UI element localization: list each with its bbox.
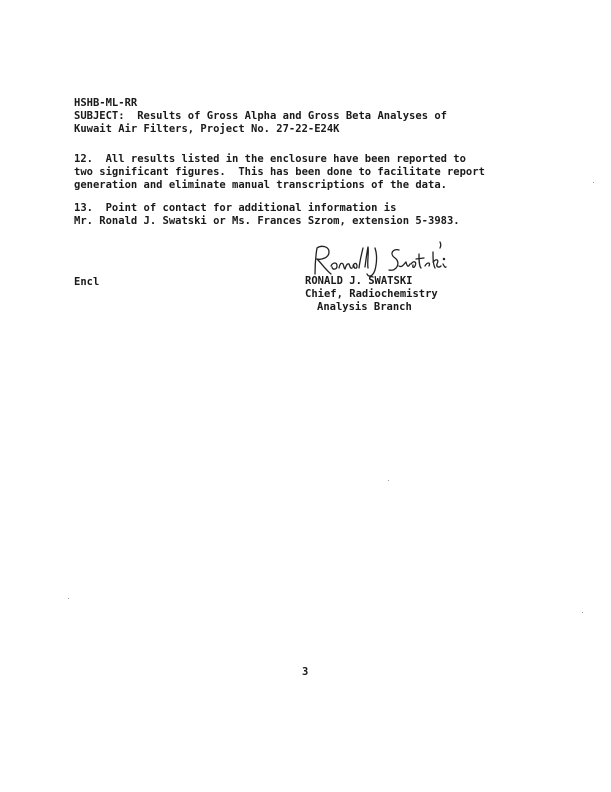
scan-speck [593,182,594,183]
subject-text-line1: Results of Gross Alpha and Gross Beta Analyses of [124,110,447,122]
paragraph-12-line2: two significant figures. This has been done to facilitate report [74,166,485,178]
office-symbol: HSHB-ML-RR [74,97,138,109]
scan-speck [388,480,389,481]
scan-speck [68,598,69,599]
signer-title-line2: Analysis Branch [317,301,412,313]
paragraph-13-line2: Mr. Ronald J. Swatski or Ms. Frances Szrom, extension 5-3983. [74,215,460,227]
paragraph-12-line1: 12. All results listed in the enclosure have been reported to [74,153,466,165]
enclosure-label: Encl [74,276,100,288]
subject-line [74,110,447,123]
paragraph-13-line1: 13. Point of contact for additional information is [74,202,397,214]
signer-name: RONALD J. SWATSKI [305,275,413,287]
page-number: 3 [302,666,309,678]
scan-speck [582,612,583,613]
paragraph-12-line3: generation and eliminate manual transcriptions of the data. [74,179,447,191]
subject-label: SUBJECT: [74,110,125,122]
subject-text-line2: Kuwait Air Filters, Project No. 27-22-E24K [74,123,340,135]
signer-title-line1: Chief, Radiochemistry [305,288,438,300]
